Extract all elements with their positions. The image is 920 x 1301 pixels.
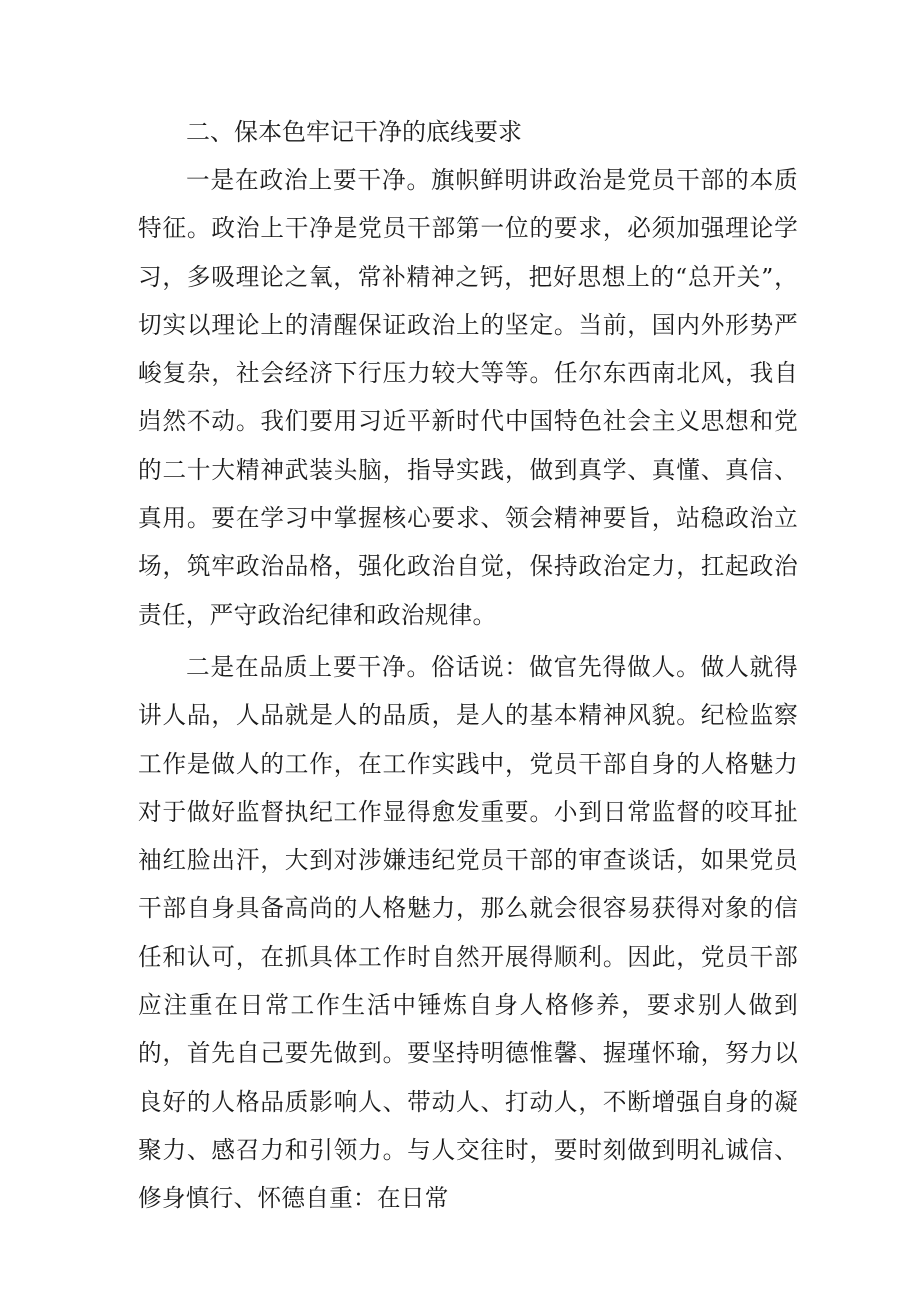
section-heading: 二、保本色牢记干净的底线要求	[186, 118, 522, 146]
paragraph-character: 二是在品质上要干净。俗话说：做官先得做人。做人就得讲人品，人品就是人的品质，是人的基本精神风貌。纪检监察工作是做人的工作，在工作实践中，党员干部自身的人格魅力对于做好监督执纪工作显得愈发重要。小到日常监督的咬耳扯袖红脸出汗，大到对涉嫌违纪党员干部的审查谈话，如果党员干部自身具备高尚的人格魅力，那么就会很容易获得对象的信任和认可，在抓具体工作时自然开展得顺利。因此，党员干部应注重在日常工作生活中锤炼自身人格修养，要求别人做到的，首先自己要先做到。要坚持明德惟馨、握瑾怀瑜，努力以良好的人格品质影响人、带动人、打动人，不断增强自身的凝聚力、感召力和引领力。与人交往时，要时刻做到明礼诚信、修身慎行、怀德自重：在日常	[138, 652, 798, 1213]
document-body	[138, 108, 798, 1223]
paragraph-political: 一是在政治上要干净。旗帜鲜明讲政治是党员干部的本质特征。政治上干净是党员干部第一位的要求，必须加强理论学习，多吸理论之氧，常补精神之钙，把好思想上的“总开关”，切实以理论上的清醒保证政治上的坚定。当前，国内外形势严峻复杂，社会经济下行压力较大等等。任尔东西南北风，我自岿然不动。我们要用习近平新时代中国特色社会主义思想和党的二十大精神武装头脑，指导实践，做到真学、真懂、真信、真用。要在学习中掌握核心要求、领会精神要旨，站稳政治立场，筑牢政治品格，强化政治自觉，保持政治定力，扛起政治责任，严守政治纪律和政治规律。	[138, 166, 798, 629]
